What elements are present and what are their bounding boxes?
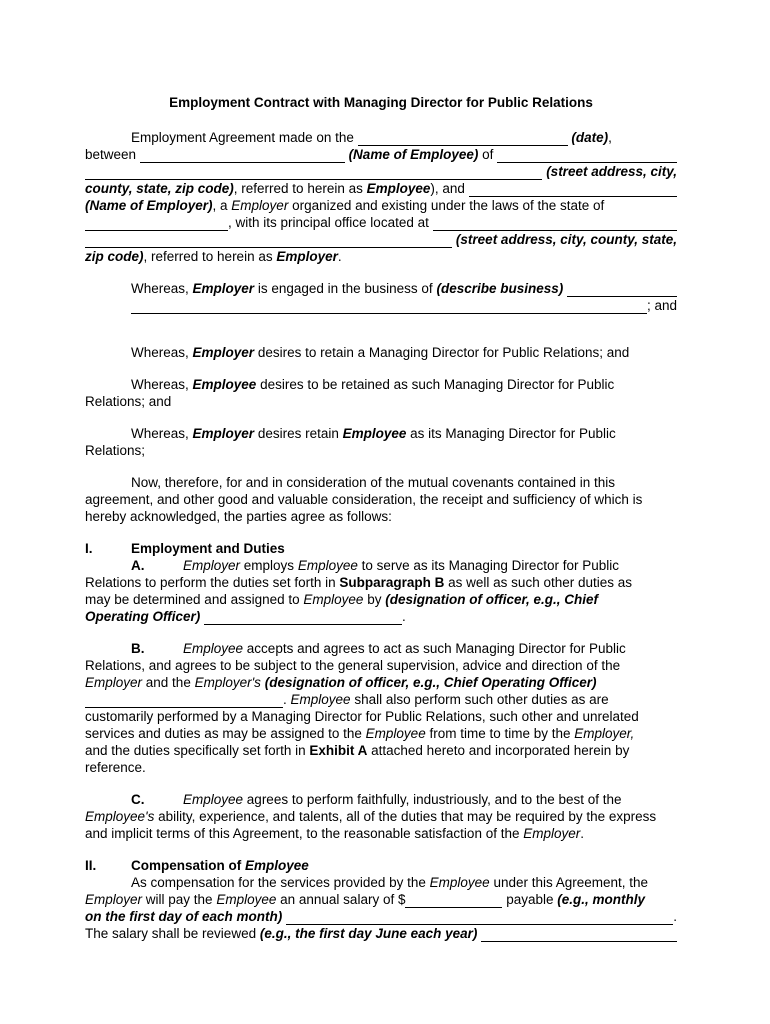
intro-paragraph: [85, 129, 677, 265]
text-line: [85, 491, 677, 508]
blank-field: [405, 891, 502, 908]
text-run: .: [580, 826, 585, 841]
text-line: [85, 691, 677, 708]
text-run: attached hereto and incorporated herein by: [367, 743, 630, 758]
text-run: employs: [240, 558, 298, 573]
blank-field: [433, 214, 677, 231]
text-run: The salary shall be reviewed: [85, 926, 260, 941]
list-marker: B.: [131, 641, 145, 656]
text-run: Employer: [231, 198, 289, 213]
text-run: Employee: [303, 592, 364, 607]
text-run: will pay the: [142, 892, 217, 907]
text-run: ability, experience, and talents, all of the duties that may be required by the express: [154, 809, 657, 824]
text-line: [85, 129, 677, 146]
text-run: (e.g., monthly: [557, 892, 646, 907]
text-line: [85, 540, 677, 557]
text-line: [85, 808, 677, 825]
whereas-employee-retained: [85, 376, 677, 410]
text-run: .: [673, 909, 677, 924]
text-run: Compensation of: [131, 858, 245, 873]
text-run: Relations;: [85, 443, 146, 458]
text-line: [85, 280, 677, 297]
text-run: county, state, zip code): [85, 181, 234, 196]
text-run: Employee's: [85, 809, 155, 824]
text-line: [85, 908, 677, 925]
text-run: Whereas,: [131, 426, 193, 441]
text-run: , referred to herein as: [143, 249, 277, 264]
text-line: [85, 180, 677, 197]
text-run: Employee: [216, 892, 277, 907]
whereas-employer-retain-employee: [85, 425, 677, 459]
text-run: Employer: [192, 426, 255, 441]
text-run: ), and: [430, 181, 469, 196]
text-run: and the: [142, 675, 195, 690]
text-run: Employment and Duties: [131, 541, 285, 556]
blank-field: [85, 214, 228, 231]
text-line: [85, 708, 677, 725]
text-run: agrees to perform faithfully, industriously, and to the best of the: [243, 792, 622, 807]
text-run: by: [363, 592, 386, 607]
text-line: [85, 231, 677, 248]
text-run: accepts and agrees to act as such Managing Director for Public: [243, 641, 626, 656]
blank-field: [358, 129, 568, 146]
text-run: (e.g., the first day June each year): [259, 926, 478, 941]
blank-field: [567, 280, 677, 297]
whereas-employer-retain: [85, 344, 677, 361]
text-line: [85, 591, 677, 608]
list-marker: I.: [85, 541, 93, 556]
text-run: Employee: [183, 792, 244, 807]
blank-field: [131, 297, 647, 314]
section-2-body: [85, 874, 677, 942]
text-line: [85, 791, 677, 808]
list-marker: II.: [85, 858, 97, 873]
text-run: customarily performed by a Managing Director for Public Relations, such other and unrelated: [85, 709, 639, 724]
text-line: [85, 640, 677, 657]
text-run: As compensation for the services provided by the: [131, 875, 430, 890]
text-line: [85, 163, 677, 180]
text-run: shall also perform such other duties as are: [350, 692, 609, 707]
text-run: (date): [571, 130, 609, 145]
text-run: agreement, and other good and valuable consideration, the receipt and sufficiency of which is: [85, 492, 643, 507]
text-run: as well as such other duties as: [444, 575, 633, 590]
document-title: Employment Contract with Managing Director for Public Relations: [169, 95, 593, 110]
text-run: Employer: [276, 249, 338, 264]
text-run: Relations to perform the duties set forth in: [85, 575, 340, 590]
text-run: Employee: [429, 875, 490, 890]
text-run: on the first day of each month): [85, 909, 283, 924]
text-run: Whereas,: [131, 345, 193, 360]
blank-field: [85, 691, 283, 708]
text-run: ,: [608, 130, 612, 145]
text-run: Exhibit A: [309, 743, 368, 758]
text-run: desires to be retained as such Managing Director for Public: [256, 377, 615, 392]
text-line: [85, 508, 677, 525]
text-run: (designation of officer, e.g., Chief: [385, 592, 598, 607]
text-line: [85, 297, 677, 314]
text-line: [85, 608, 677, 625]
text-line: [85, 248, 677, 265]
text-run: under this Agreement, the: [489, 875, 649, 890]
text-run: and implicit terms of this Agreement, to the reasonable satisfaction of the: [85, 826, 524, 841]
text-line: [85, 674, 677, 691]
blank-field: [85, 231, 452, 248]
text-run: .: [337, 249, 342, 264]
text-run: Employer: [183, 558, 241, 573]
section-1-heading: [85, 540, 677, 557]
text-line: [85, 344, 677, 361]
text-run: Employer: [85, 675, 143, 690]
text-run: desires retain: [254, 426, 343, 441]
text-run: from time to time by the: [425, 726, 575, 741]
blank-field: [481, 925, 677, 942]
text-run: Employer: [523, 826, 581, 841]
list-marker: A.: [131, 558, 145, 573]
text-run: Employment Agreement made on the: [131, 130, 358, 145]
text-run: of: [478, 147, 498, 162]
blank-field: [469, 180, 677, 197]
section-2-heading: [85, 857, 677, 874]
text-run: .: [402, 609, 406, 624]
text-line: [85, 874, 677, 891]
text-run: (designation of officer, e.g., Chief Operating Officer): [264, 675, 597, 690]
text-run: Employee: [192, 377, 257, 392]
blank-field: [497, 146, 677, 163]
text-line: [85, 442, 677, 459]
text-run: hereby acknowledged, the parties agree as follows:: [85, 509, 392, 524]
text-line: [85, 657, 677, 674]
text-line: [85, 925, 677, 942]
text-run: Whereas,: [131, 377, 193, 392]
text-line: [85, 557, 677, 574]
text-line: [85, 197, 677, 214]
section-1-subparagraph-b: [85, 640, 677, 776]
text-run: (Name of Employee): [348, 147, 479, 162]
now-therefore: [85, 474, 677, 525]
text-line: [85, 214, 677, 231]
text-line: [85, 376, 677, 393]
text-run: Employer,: [574, 726, 635, 741]
text-line: [85, 393, 677, 410]
text-line: [85, 742, 677, 759]
text-run: Employee: [290, 692, 351, 707]
text-run: may be determined and assigned to: [85, 592, 304, 607]
text-run: is engaged in the business of: [254, 281, 437, 296]
text-run: reference.: [85, 760, 146, 775]
text-run: to serve as its Managing Director for Public: [357, 558, 619, 573]
text-line: [85, 425, 677, 442]
blank-field: [286, 908, 673, 925]
text-run: Employer: [192, 281, 255, 296]
text-run: desires to retain a Managing Director for Public Relations; and: [254, 345, 630, 360]
text-run: organized and existing under the laws of the state of: [288, 198, 605, 213]
text-run: (describe business): [436, 281, 564, 296]
text-run: payable: [502, 892, 558, 907]
text-run: as its Managing Director for Public: [406, 426, 616, 441]
blank-field: [204, 608, 402, 625]
whereas-business: [85, 280, 677, 314]
text-run: , with its principal office located at: [228, 215, 433, 230]
section-1-subparagraph-a: [85, 557, 677, 625]
text-line: [85, 857, 677, 874]
text-run: and the duties specifically set forth in: [85, 743, 310, 758]
blank-field: [85, 163, 542, 180]
text-run: Now, therefore, for and in consideration of the mutual covenants contained in this: [131, 475, 616, 490]
text-run: , a: [212, 198, 232, 213]
text-line: [85, 759, 677, 776]
text-line: [85, 474, 677, 491]
list-marker: C.: [131, 792, 145, 807]
text-run: Employee: [297, 558, 358, 573]
text-run: Whereas,: [131, 281, 193, 296]
text-run: Employer: [192, 345, 255, 360]
text-run: .: [283, 692, 291, 707]
text-run: (street address, city, county, state,: [455, 232, 677, 247]
text-run: (Name of Employer): [85, 198, 213, 213]
text-run: services and duties as may be assigned to the: [85, 726, 366, 741]
text-run: Employee: [183, 641, 244, 656]
text-run: Relations; and: [85, 394, 172, 409]
text-run: Employer: [85, 892, 143, 907]
text-line: [85, 146, 677, 163]
text-run: Subparagraph B: [339, 575, 445, 590]
text-run: an annual salary of $: [276, 892, 406, 907]
text-run: Relations, and agrees to be subject to the general supervision, advice and direction of the: [85, 658, 621, 673]
text-line: [85, 891, 677, 908]
text-run: Employee: [366, 181, 431, 196]
text-run: Employee: [365, 726, 426, 741]
section-1-subparagraph-c: [85, 791, 677, 842]
text-line: [85, 725, 677, 742]
text-run: (street address, city,: [546, 164, 677, 179]
blank-field: [140, 146, 345, 163]
text-line: [85, 574, 677, 591]
text-run: zip code): [85, 249, 144, 264]
text-run: Operating Officer): [85, 609, 201, 624]
text-run: ; and: [646, 298, 677, 313]
text-run: between: [85, 147, 140, 162]
text-run: , referred to herein as: [233, 181, 367, 196]
text-line: [85, 825, 677, 842]
text-run: Employer's: [194, 675, 261, 690]
text-run: Employee: [245, 858, 309, 873]
document-body: [85, 129, 677, 942]
text-run: Employee: [342, 426, 407, 441]
